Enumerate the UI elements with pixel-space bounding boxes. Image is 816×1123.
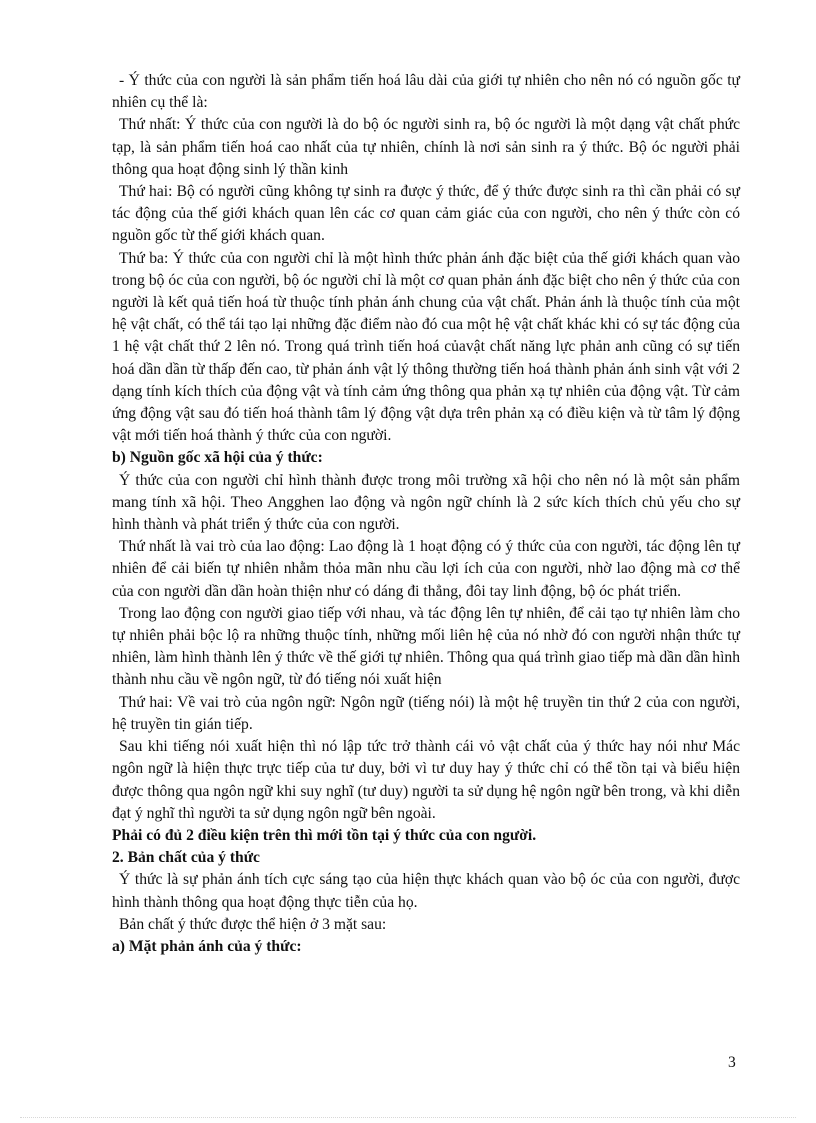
paragraph-definition: Ý thức là sự phản ánh tích cực sáng tạo của hiện thực khách quan vào bộ óc của con người, được hình thành thông qua hoạt động thực tiễn của họ. xyxy=(112,871,740,911)
paragraph-third-reflection: Thứ ba: Ý thức của con người chỉ là một hình thức phản ánh đặc biệt của thế giới khách quan vào trong bộ óc của con người, bộ óc người chỉ là một cơ quan phản ánh đặc biệt cho nên ý thức của con người là kết quả tiến hoá từ thuộc tính phản ánh chung của vật chất. Phản ánh là thuộc tính của một hệ vật chất, có thể tái tạo lại những đặc điểm nào đó cua một hệ vật chất khác khi có sự tác động của 1 hệ vật chất thứ 2 lên nó. Trong quá trình tiến hoá củavật chất năng lực phản anh cũng có sự tiến hoá dần dần từ thấp đến cao, từ phản ánh vật lý thông thường tiến hoá thành phản ánh sinh vật với 2 dạng tính kích thích của động vật và tính cảm ứng thông qua phản xạ tự nhiên của động vật. Từ cảm ứng động vật sau đó tiến hoá thành tâm lý động vật dựa trên phản xạ có điều kiện và từ tâm lý động vật mới tiến hoá thành ý thức của con người. xyxy=(112,249,740,445)
paragraph-communication: Trong lao động con người giao tiếp với nhau, và tác động lên tự nhiên, để cải tạo tự nhiên làm cho tự nhiên phải bộc lộ ra những thuộc tính, những mối liên hệ của nó nhờ đó con người nhận thức tự nhiên, làm hình thành lên ý thức về thế giới tự nhiên. Thông qua quá trình giao tiếp mà dần dần hình thành nhu cầu về ngôn ngữ, từ đó tiếng nói xuất hiện xyxy=(112,604,740,689)
heading-nature-of-consciousness: 2. Bản chất của ý thức xyxy=(112,849,260,867)
heading-reflection-aspect: a) Mặt phản ánh của ý thức: xyxy=(112,937,302,955)
heading-social-origin: b) Nguồn gốc xã hội của ý thức: xyxy=(112,449,323,467)
paragraph-language-shell: Sau khi tiếng nói xuất hiện thì nó lập tức trở thành cái vỏ vật chất của ý thức hay nói như Mác ngôn ngữ là hiện thực trực tiếp của tư duy, bởi vì tư duy hay ý thức chỉ có thể tồn tại và biểu hiện được thông qua ngôn ngữ khi suy nghĩ (tư duy) người ta sử dụng hệ ngôn ngữ bên trong, và khi diễn đạt ý nghĩ thì người ta sử dụng ngôn ngữ bên ngoài. xyxy=(112,738,740,822)
document-page xyxy=(112,70,740,958)
paragraph-origin-intro: - Ý thức của con người là sản phẩm tiến hoá lâu dài của giới tự nhiên cho nên nó có nguồn gốc tự nhiên cụ thể là: xyxy=(112,72,740,112)
paragraph-role-of-language: Thứ hai: Về vai trò của ngôn ngữ: Ngôn ngữ (tiếng nói) là một hệ truyền tin thứ 2 của con người, hệ truyền tin gián tiếp. xyxy=(112,693,740,733)
paragraph-social-product: Ý thức của con người chỉ hình thành được trong môi trường xã hội cho nên nó là một sản phẩm mang tính xã hội. Theo Angghen lao động và ngôn ngữ chính là 2 sức kích thích chủ yếu cho sự hình thành và phát triển ý thức của con người. xyxy=(112,471,740,534)
paragraph-three-aspects: Bản chất ý thức được thể hiện ở 3 mặt sau: xyxy=(119,915,387,933)
page-bottom-divider xyxy=(20,1117,796,1118)
paragraph-first-brain: Thứ nhất: Ý thức của con người là do bộ óc người sinh ra, bộ óc người là một dạng vật chất phức tạp, là sản phẩm tiến hoá cao nhất của tự nhiên, chính là nơi sản sinh ra ý thức. Bộ óc người phải thông qua hoạt động sinh lý thần kinh xyxy=(112,116,740,178)
page-number: 3 xyxy=(728,1054,736,1071)
heading-two-conditions: Phải có đủ 2 điều kiện trên thì mới tồn tại ý thức của con người. xyxy=(112,826,537,844)
paragraph-second-world: Thứ hai: Bộ có người cũng không tự sinh ra được ý thức, để ý thức được sinh ra thì cần phải có sự tác động của thế giới khách quan lên các cơ quan cảm giác của con người, cho nên ý thức còn có nguồn gốc từ thế giới khách quan. xyxy=(112,183,740,245)
paragraph-role-of-labor: Thứ nhất là vai trò của lao động: Lao động là 1 hoạt động có ý thức của con người, tác động lên tự nhiên để cải biến tự nhiên nhằm thỏa mãn nhu cầu lợi ích của con người, nhờ lao động mà cơ thể của con người dần dần hoàn thiện như có dáng đi thẳng, đôi tay linh động, bộ óc phát triển. xyxy=(112,538,740,600)
